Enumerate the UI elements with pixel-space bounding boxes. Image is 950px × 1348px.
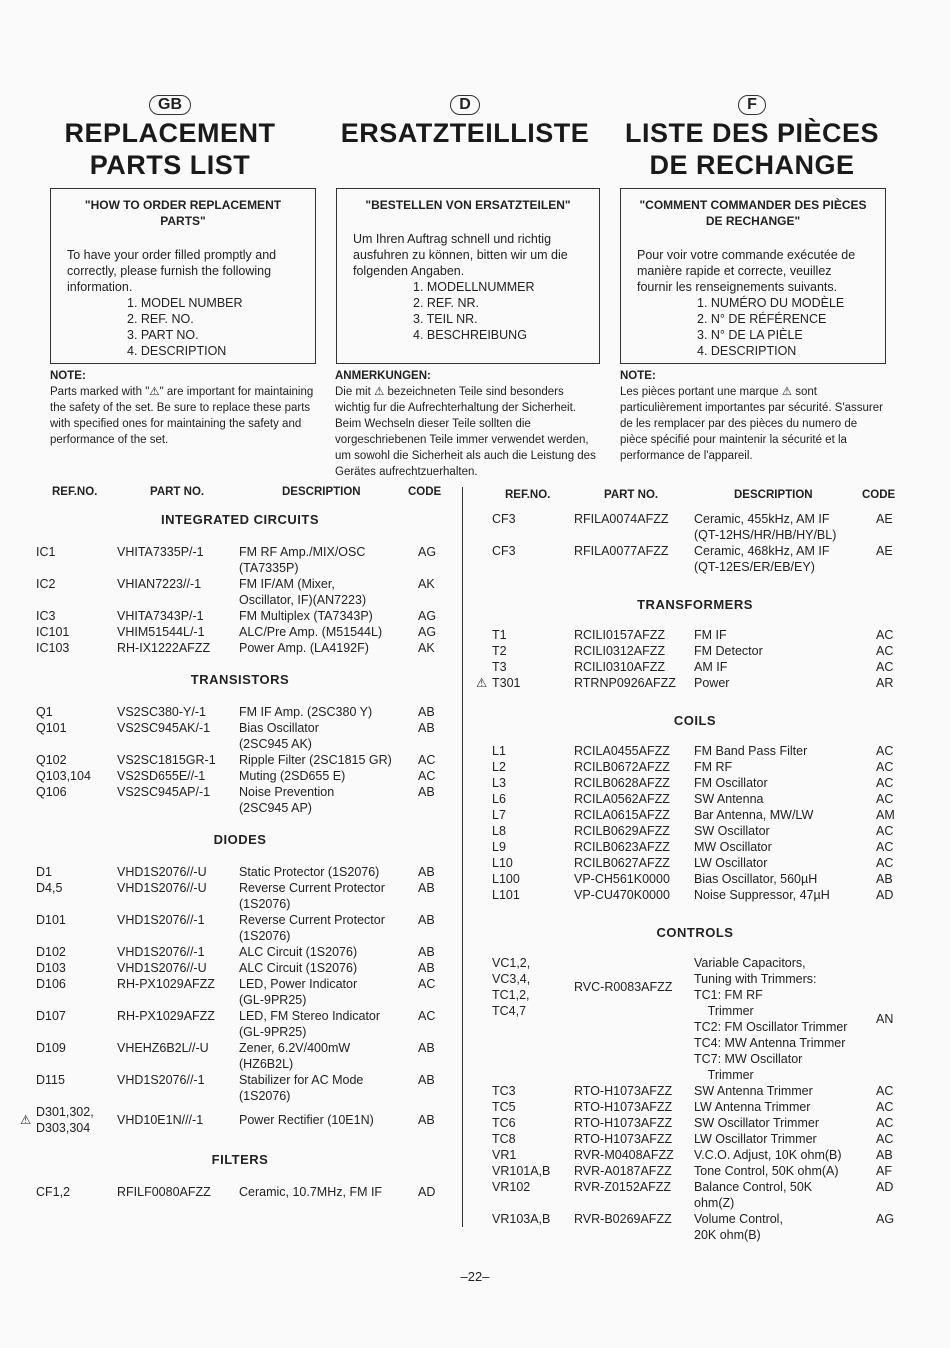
description-cell: Noise Suppressor, 47µH	[694, 888, 830, 902]
description-cell: Ceramic, 455kHz, AM IF (QT-12HS/HR/HB/HY/BL)	[694, 512, 837, 542]
part-number-cell: VHD1S2076//-1	[117, 1073, 205, 1087]
code-cell: AN	[876, 1012, 894, 1026]
code-cell: AD	[876, 1180, 894, 1194]
ref-cell: TC3	[492, 1084, 516, 1098]
part-number-cell: VHITA7335P/-1	[117, 545, 204, 559]
ref-cell: D107	[36, 1009, 66, 1023]
description-cell: Power Amp. (LA4192F)	[239, 641, 369, 655]
table-row	[0, 855, 950, 871]
order-box-d	[336, 188, 600, 364]
code-cell: AC	[876, 856, 894, 870]
table-row	[0, 871, 950, 887]
header-f	[612, 95, 892, 181]
description-cell: FM IF Amp. (2SC380 Y)	[239, 705, 373, 719]
ref-cell: D115	[36, 1073, 65, 1087]
list-item: 1. MODELLNUMMER	[413, 280, 535, 294]
ref-cell: D101	[36, 913, 66, 927]
description-cell: MW Oscillator	[694, 840, 772, 854]
note-f	[620, 368, 886, 464]
code-cell: AC	[876, 792, 894, 806]
part-number-cell: VS2SC1815GR-1	[117, 753, 216, 767]
ref-cell: T2	[492, 644, 507, 658]
ref-cell: D103	[36, 961, 66, 975]
description-cell: AM IF	[694, 660, 728, 674]
table-row	[0, 839, 950, 855]
note-gb	[50, 368, 316, 448]
code-cell: AB	[418, 1041, 435, 1055]
code-cell: AC	[876, 776, 894, 790]
description-cell: FM IF/AM (Mixer, Oscillator, IF)(AN7223)	[239, 577, 367, 607]
table-row	[0, 807, 950, 823]
col-part-right: PART NO.	[604, 489, 659, 501]
col-part-left: PART NO.	[150, 486, 205, 498]
note-heading: NOTE:	[620, 370, 656, 382]
table-row	[0, 1115, 950, 1131]
ref-cell: Q101	[36, 721, 67, 735]
description-cell: ALC Circuit (1S2076)	[239, 961, 358, 975]
col-desc-right: DESCRIPTION	[734, 489, 813, 501]
ref-cell: L6	[492, 792, 506, 806]
col-ref-left: REF.NO.	[52, 486, 98, 498]
ref-cell: IC103	[36, 641, 70, 655]
ref-cell: VR102	[492, 1180, 531, 1194]
code-cell: AG	[418, 625, 437, 639]
list-item: 4. DESCRIPTION	[127, 344, 227, 358]
lang-badge-f: F	[738, 95, 766, 115]
note-text: Parts marked with "⚠" are important for maintaining the safety of the set. Be sure to replace these parts with specified ones for maintaining the safety and performance of the set.	[50, 386, 314, 446]
code-cell: AK	[418, 641, 435, 655]
list-item: 2. REF. NR.	[413, 296, 479, 310]
ref-cell: L9	[492, 840, 506, 854]
ref-cell: T3	[492, 660, 507, 674]
code-cell: AB	[418, 913, 435, 927]
part-number-cell: VHIAN7223//-1	[117, 577, 202, 591]
code-cell: AC	[876, 1100, 894, 1114]
ref-cell: D4,5	[36, 881, 63, 895]
part-number-cell: VHEHZ6B2L//-U	[117, 1041, 209, 1055]
description-cell: Bar Antenna, MW/LW	[694, 808, 814, 822]
ref-cell: L8	[492, 824, 506, 838]
table-row	[0, 1163, 950, 1179]
ref-cell: L3	[492, 776, 506, 790]
part-number-cell: RVC-R0083AFZZ	[574, 980, 673, 994]
description-cell: Power	[694, 676, 730, 690]
description-cell: Bias Oscillator, 560µH	[694, 872, 818, 886]
table-row	[0, 887, 950, 903]
part-number-cell: RCILI0310AFZZ	[574, 660, 666, 674]
code-cell: AC	[876, 760, 894, 774]
table-row	[0, 1099, 950, 1115]
safety-warning-icon: ⚠	[20, 1113, 32, 1127]
description-cell: Muting (2SD655 E)	[239, 769, 346, 783]
table-row	[0, 1083, 950, 1099]
part-number-cell: VHD1S2076//-U	[117, 865, 207, 879]
description-cell: Volume Control, 20K ohm(B)	[694, 1212, 783, 1242]
code-cell: AD	[418, 1185, 436, 1199]
description-cell: SW Oscillator	[694, 824, 770, 838]
ref-cell: TC6	[492, 1116, 516, 1130]
description-cell: FM Multiplex (TA7343P)	[239, 609, 373, 623]
title-f: LISTE DES PIÈCES DE RECHANGE	[624, 118, 880, 180]
table-row	[0, 759, 950, 775]
note-heading: ANMERKUNGEN:	[335, 370, 431, 382]
description-cell: FM Band Pass Filter	[694, 744, 808, 758]
part-number-cell: VHIM51544L/-1	[117, 625, 205, 639]
table-row	[0, 1179, 950, 1211]
code-cell: AC	[876, 840, 894, 854]
table-row	[0, 627, 950, 643]
ref-cell: IC1	[36, 545, 56, 559]
table-row	[0, 791, 950, 807]
code-cell: AC	[876, 644, 894, 658]
code-cell: AC	[876, 660, 894, 674]
part-number-cell: RH-IX1222AFZZ	[117, 641, 211, 655]
code-cell: AG	[418, 545, 437, 559]
list-item: 1. NUMÉRO DU MODÈLE	[697, 296, 845, 310]
ref-cell: IC3	[36, 609, 56, 623]
page-number: –22–	[460, 1269, 490, 1284]
table-row	[0, 1147, 950, 1163]
code-cell: AM	[876, 808, 895, 822]
order-box-gb	[50, 188, 316, 364]
ref-cell: D109	[36, 1041, 66, 1055]
list-item: 3. N° DE LA PIÈLE	[697, 328, 803, 342]
description-cell: FM RF Amp./MIX/OSC (TA7335P)	[239, 545, 366, 575]
description-cell: Zener, 6.2V/400mW (HZ6B2L)	[239, 1041, 351, 1071]
ref-cell: L101	[492, 888, 520, 902]
ref-cell: T301	[492, 676, 521, 690]
code-cell: AC	[876, 1116, 894, 1130]
part-number-cell: VS2SC945AK/-1	[117, 721, 211, 735]
code-cell: AB	[418, 1073, 435, 1087]
col-ref-right: REF.NO.	[505, 489, 551, 501]
part-number-cell: VP-CH561K0000	[574, 872, 670, 886]
part-number-cell: VHD1S2076//-U	[117, 961, 207, 975]
note-d	[335, 368, 601, 480]
section-heading: DIODES	[213, 832, 267, 847]
section-heading: FILTERS	[211, 1152, 269, 1167]
description-cell: Stabilizer for AC Mode (1S2076)	[239, 1073, 364, 1103]
description-cell: Power Rectifier (10E1N)	[239, 1113, 374, 1127]
ref-cell: TC8	[492, 1132, 516, 1146]
part-number-cell: RFILA0077AFZZ	[574, 544, 669, 558]
ref-cell: IC2	[36, 577, 56, 591]
part-number-cell: RCILB0628AFZZ	[574, 776, 670, 790]
description-cell: Tone Control, 50K ohm(A)	[694, 1164, 839, 1178]
list-item: 2. N° DE RÉFÉRENCE	[697, 312, 827, 326]
ref-cell: L7	[492, 808, 506, 822]
table-row	[0, 1211, 950, 1243]
description-cell: ALC/Pre Amp. (M51544L)	[239, 625, 383, 639]
ref-cell: VR1	[492, 1148, 517, 1162]
description-cell: LED, FM Stereo Indicator (GL-9PR25)	[239, 1009, 381, 1039]
code-cell: AR	[876, 676, 894, 690]
ref-cell: D106	[36, 977, 66, 991]
part-number-cell: VS2SD655E//-1	[117, 769, 206, 783]
table-row	[0, 775, 950, 791]
part-number-cell: RTO-H1073AFZZ	[574, 1084, 673, 1098]
section-heading: COILS	[673, 713, 717, 728]
part-number-cell: VHD1S2076//-1	[117, 945, 205, 959]
description-cell: LW Oscillator	[694, 856, 768, 870]
description-cell: FM Detector	[694, 644, 763, 658]
description-cell: Static Protector (1S2076)	[239, 865, 380, 879]
section-heading: TRANSFORMERS	[637, 597, 753, 612]
order-box-list	[637, 295, 869, 359]
list-item: 2. REF. NO.	[127, 312, 194, 326]
order-box-list	[353, 279, 583, 343]
table-row	[0, 675, 950, 691]
part-number-cell: RVR-A0187AFZZ	[574, 1164, 672, 1178]
order-box-title: "COMMENT COMMANDER DES PIÈCES DE RECHANGE"	[639, 198, 867, 228]
ref-cell: L2	[492, 760, 506, 774]
order-box-text: Um Ihren Auftrag schnell und richtig ausfuhren zu können, bitten wir um die folgenden Angaben.	[353, 232, 568, 278]
title-gb: REPLACEMENT PARTS LIST	[64, 118, 276, 180]
part-number-cell: RCILI0312AFZZ	[574, 644, 666, 658]
part-number-cell: RFILA0074AFZZ	[574, 512, 669, 526]
code-cell: AB	[876, 872, 893, 886]
ref-cell: TC5	[492, 1100, 516, 1114]
code-cell: AC	[418, 1009, 436, 1023]
description-cell: Ripple Filter (2SC1815 GR)	[239, 753, 392, 767]
code-cell: AG	[876, 1212, 895, 1226]
part-number-cell: RVR-M0408AFZZ	[574, 1148, 674, 1162]
part-number-cell: RCILA0455AFZZ	[574, 744, 670, 758]
part-number-cell: RCILB0672AFZZ	[574, 760, 670, 774]
order-box-text: To have your order filled promptly and correctly, please furnish the following information.	[67, 248, 277, 294]
part-number-cell: RTO-H1073AFZZ	[574, 1132, 673, 1146]
part-number-cell: RCILA0562AFZZ	[574, 792, 670, 806]
description-cell: FM RF	[694, 760, 733, 774]
order-box-title: "BESTELLEN VON ERSATZTEILEN"	[365, 198, 571, 212]
code-cell: AC	[418, 977, 436, 991]
section-heading: INTEGRATED CIRCUITS	[160, 512, 320, 527]
part-number-cell: RH-PX1029AFZZ	[117, 1009, 215, 1023]
part-number-cell: VHD1S2076//-1	[117, 913, 205, 927]
table-row	[0, 743, 950, 759]
description-cell: Variable Capacitors, Tuning with Trimmers: TC1: FM RF Trimmer TC2: FM Oscillator Trimmer TC4: MW Antenna Trimmer TC7: MW Oscillator Trimmer	[694, 956, 848, 1082]
order-box-f	[620, 188, 886, 364]
order-box-list	[67, 295, 299, 359]
description-cell: Ceramic, 468kHz, AM IF (QT-12ES/ER/EB/EY)	[694, 544, 830, 574]
list-item: 4. DESCRIPTION	[697, 344, 797, 358]
code-cell: AB	[418, 785, 435, 799]
code-cell: AC	[418, 753, 436, 767]
code-cell: AC	[876, 628, 894, 642]
note-text: Die mit ⚠ bezeichneten Teile sind besonders wichtig fur die Aufrechterhaltung der Sicherheit. Beim Wechseln dieser Teile sollten die vorgeschriebenen Teile immer verwendet werden, um sowohl die Sicherheit als auch die Leistung des Gerätes aufrechtzuerhalten.	[335, 386, 596, 478]
list-item: 4. BESCHREIBUNG	[413, 328, 527, 342]
part-number-cell: VHITA7343P/-1	[117, 609, 204, 623]
table-row	[0, 643, 950, 659]
description-cell: SW Antenna	[694, 792, 764, 806]
lang-badge-gb: GB	[149, 95, 191, 115]
description-cell: FM Oscillator	[694, 776, 768, 790]
part-number-cell: RCILB0627AFZZ	[574, 856, 670, 870]
part-number-cell: RCILI0157AFZZ	[574, 628, 666, 642]
code-cell: AB	[418, 961, 435, 975]
order-box-title: "HOW TO ORDER REPLACEMENT PARTS"	[84, 198, 282, 228]
part-number-cell: VHD10E1N///-1	[117, 1113, 204, 1127]
ref-cell: VC1,2, VC3,4, TC1,2, TC4,7	[492, 956, 531, 1018]
part-number-cell: VHD1S2076//-U	[117, 881, 207, 895]
table-row	[0, 543, 950, 575]
code-cell: AC	[418, 769, 436, 783]
description-cell: Reverse Current Protector (1S2076)	[239, 913, 385, 943]
ref-cell: CF1,2	[36, 1185, 71, 1199]
part-number-cell: RVR-Z0152AFZZ	[574, 1180, 672, 1194]
description-cell: Reverse Current Protector (1S2076)	[239, 881, 385, 911]
ref-cell: Q103,104	[36, 769, 91, 783]
code-cell: AG	[418, 609, 437, 623]
part-number-cell: RH-PX1029AFZZ	[117, 977, 215, 991]
description-cell: V.C.O. Adjust, 10K ohm(B)	[694, 1148, 842, 1162]
code-cell: AC	[876, 744, 894, 758]
table-row	[0, 511, 950, 543]
part-number-cell: VS2SC380-Y/-1	[117, 705, 206, 719]
note-heading: NOTE:	[50, 370, 86, 382]
order-box-text: Pour voir votre commande exécutée de manière rapide et correcte, veuillez fournir les renseignements suivants.	[637, 248, 856, 294]
part-number-cell: RTRNP0926AFZZ	[574, 676, 676, 690]
ref-cell: D301,302, D303,304	[36, 1105, 94, 1135]
part-number-cell: RCILB0623AFZZ	[574, 840, 670, 854]
ref-cell: CF3	[492, 544, 516, 558]
col-code-left: CODE	[408, 486, 442, 498]
list-item: 3. PART NO.	[127, 328, 199, 342]
code-cell: AB	[876, 1148, 893, 1162]
lang-badge-d: D	[450, 95, 480, 115]
code-cell: AE	[876, 512, 893, 526]
section-heading: CONTROLS	[656, 925, 734, 940]
part-number-cell: RCILA0615AFZZ	[574, 808, 670, 822]
section-heading: TRANSISTORS	[190, 672, 290, 687]
code-cell: AB	[418, 705, 435, 719]
ref-cell: D1	[36, 865, 52, 879]
code-cell: AE	[876, 544, 893, 558]
table-row	[0, 823, 950, 839]
table-row	[0, 955, 950, 1083]
ref-cell: L10	[492, 856, 513, 870]
description-cell: FM IF	[694, 628, 727, 642]
note-text: Les pièces portant une marque ⚠ sont particulièrement importantes par sécurité. S'assurer de les remplacer par des pièces du numero de pièce spécifié pour maintenir la sécurité et la performance de l'appareil.	[620, 386, 883, 462]
ref-cell: L1	[492, 744, 506, 758]
safety-warning-icon: ⚠	[476, 676, 488, 690]
code-cell: AD	[876, 888, 894, 902]
code-cell: AB	[418, 945, 435, 959]
list-item: 1. MODEL NUMBER	[127, 296, 243, 310]
ref-cell: D102	[36, 945, 66, 959]
description-cell: SW Oscillator Trimmer	[694, 1116, 819, 1130]
ref-cell: VR103A,B	[492, 1212, 551, 1226]
code-cell: AF	[876, 1164, 892, 1178]
part-number-cell: RCILB0629AFZZ	[574, 824, 670, 838]
description-cell: LED, Power Indicator (GL-9PR25)	[239, 977, 358, 1007]
col-desc-left: DESCRIPTION	[282, 486, 361, 498]
code-cell: AB	[418, 721, 435, 735]
code-cell: AC	[876, 824, 894, 838]
header-d	[325, 95, 605, 149]
code-cell: AB	[418, 1113, 435, 1127]
code-cell: AC	[876, 1084, 894, 1098]
code-cell: AK	[418, 577, 435, 591]
description-cell: Ceramic, 10.7MHz, FM IF	[239, 1185, 383, 1199]
description-cell: LW Antenna Trimmer	[694, 1100, 811, 1114]
table-row	[0, 659, 950, 675]
table-row	[0, 1131, 950, 1147]
description-cell: Balance Control, 50K ohm(Z)	[694, 1180, 813, 1210]
code-cell: AC	[876, 1132, 894, 1146]
part-number-cell: VP-CU470K0000	[574, 888, 670, 902]
part-number-cell: VS2SC945AP/-1	[117, 785, 211, 799]
header-gb	[30, 95, 310, 181]
description-cell: SW Antenna Trimmer	[694, 1084, 813, 1098]
title-d: ERSATZTEILLISTE	[340, 118, 590, 148]
code-cell: AB	[418, 865, 435, 879]
part-number-cell: RVR-B0269AFZZ	[574, 1212, 672, 1226]
ref-cell: T1	[492, 628, 507, 642]
ref-cell: CF3	[492, 512, 516, 526]
ref-cell: Q102	[36, 753, 67, 767]
ref-cell: Q1	[36, 705, 53, 719]
list-item: 3. TEIL NR.	[413, 312, 478, 326]
description-cell: Bias Oscillator (2SC945 AK)	[239, 721, 319, 751]
ref-cell: Q106	[36, 785, 67, 799]
description-cell: ALC Circuit (1S2076)	[239, 945, 358, 959]
part-number-cell: RTO-H1073AFZZ	[574, 1100, 673, 1114]
col-code-right: CODE	[862, 489, 896, 501]
ref-cell: L100	[492, 872, 520, 886]
description-cell: Noise Prevention (2SC945 AP)	[239, 785, 335, 815]
part-number-cell: RTO-H1073AFZZ	[574, 1116, 673, 1130]
part-number-cell: RFILF0080AFZZ	[117, 1185, 211, 1199]
ref-cell: VR101A,B	[492, 1164, 551, 1178]
code-cell: AB	[418, 881, 435, 895]
ref-cell: IC101	[36, 625, 70, 639]
description-cell: LW Oscillator Trimmer	[694, 1132, 817, 1146]
